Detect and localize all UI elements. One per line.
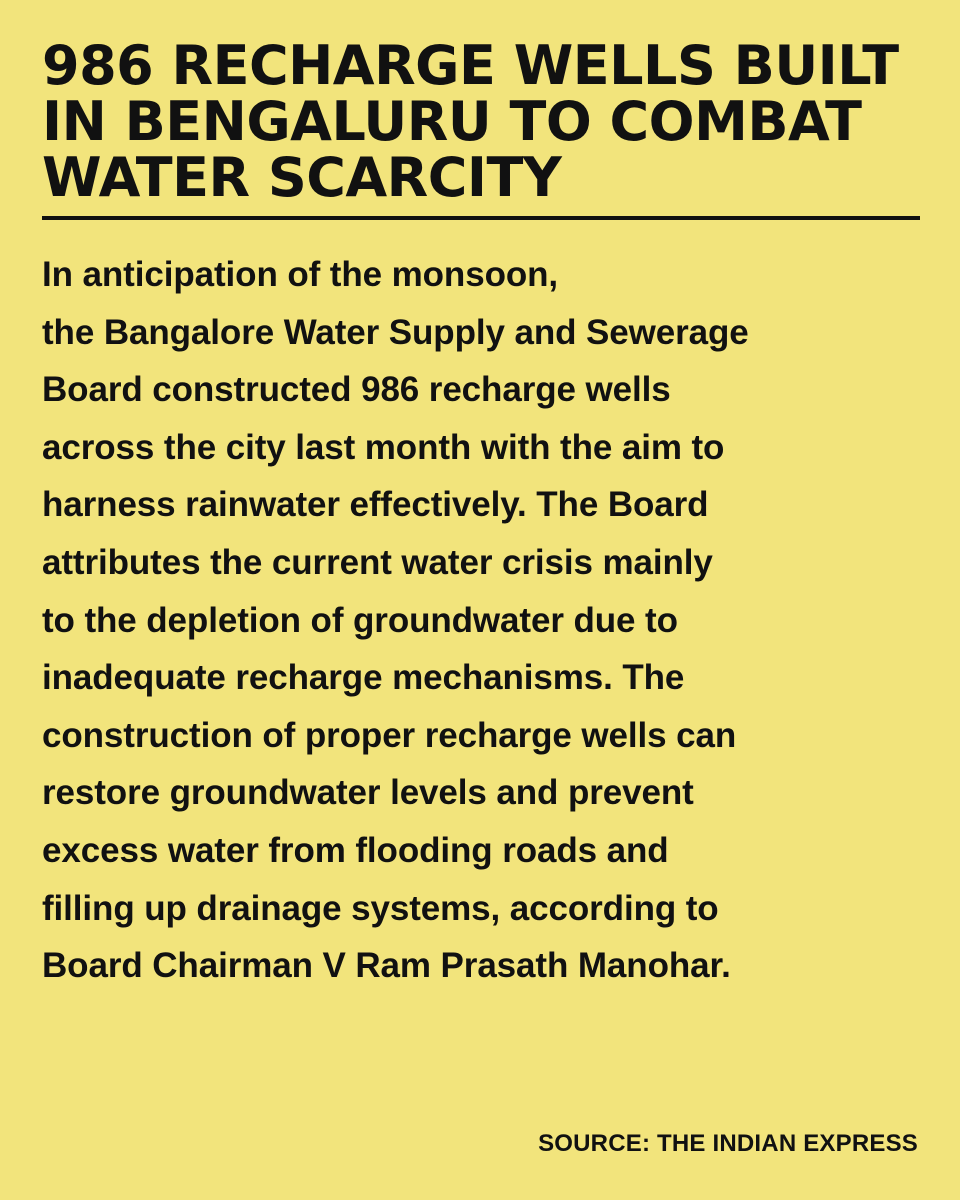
body-line: construction of proper recharge wells can (42, 715, 737, 755)
body-line: In anticipation of the monsoon, (42, 255, 559, 294)
body-line: filling up drainage systems, according to (42, 888, 719, 928)
body-line: harness rainwater effectively. The Board (42, 485, 709, 525)
body-line: across the city last month with the aim to (42, 427, 725, 467)
headline (42, 34, 920, 209)
body-line: Board Chairman V Ram Prasath Manohar. (42, 946, 731, 986)
headline-line: IN BENGALURU TO COMBAT (42, 90, 862, 153)
body-line: the Bangalore Water Supply and Sewerage (42, 312, 749, 352)
divider-rule (42, 216, 920, 220)
article-body (42, 246, 932, 995)
body-line: inadequate recharge mechanisms. The (42, 658, 685, 698)
headline-line: WATER SCARCITY (42, 146, 562, 209)
body-line: Board constructed 986 recharge wells (42, 370, 671, 410)
headline-line: 986 RECHARGE WELLS BUILT (42, 34, 899, 97)
body-line: excess water from flooding roads and (42, 830, 669, 870)
body-line: to the depletion of groundwater due to (42, 600, 678, 640)
body-line: restore groundwater levels and prevent (42, 773, 694, 813)
body-line: attributes the current water crisis mainly (42, 542, 713, 582)
source-credit: SOURCE: THE INDIAN EXPRESS (538, 1130, 918, 1157)
